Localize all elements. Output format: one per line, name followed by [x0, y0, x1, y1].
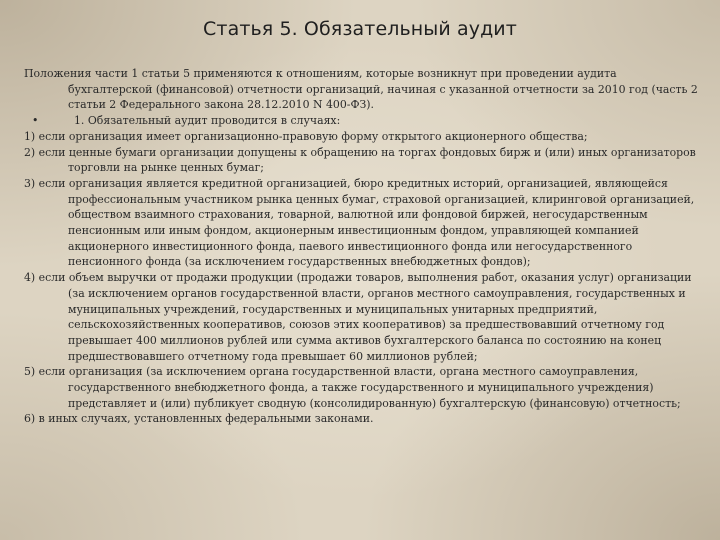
list-item-6: 6) в иных случаях, установленных федеральными законами.: [24, 412, 374, 426]
bullet-text: 1. Обязательный аудит проводится в случаях:: [74, 114, 341, 128]
list-item-1: 1) если организация имеет организационно-правовую форму открытого акционерного общества;: [24, 129, 588, 143]
bullet-line: [22, 113, 702, 129]
list-item-3: 3) если организация является кредитной организацией, бюро кредитных историй, организацией, являющейся профессиональным участником рынка ценных бумаг, страховой организацией, клиринговой организацией, обществом взаимного страхования, товарной, валютной или фондовой биржей, негосударственным пенсионным или иным фондом, акционерным инвестиционным фондом, управляющей компанией акционерного инвестиционного фонда, паевого инвестиционного фонда или негосударственного пенсионного фонда (за исключением государственных внебюджетных фондов);: [24, 176, 695, 269]
intro-paragraph: Положения части 1 статьи 5 применяются к отношениям, которые возникнут при проведении аудита бухгалтерской (финансовой) отчетности организаций, начиная с указанной отчетности за 2010 год (часть 2 статьи 2 Федерального закона 28.12.2010 N 400-ФЗ).: [24, 67, 698, 112]
list-item-2: 2) если ценные бумаги организации допущены к обращению на торгах фондовых бирж и (или) иных организаторов торговли на рынке ценных бумаг;: [24, 145, 696, 175]
list-item-5: 5) если организация (за исключением органа государственной власти, органа местного самоуправления, государственного внебюджетного фонда, а также государственного и муниципального учреждения) представляет и (или) публикует сводную (консолидированную) бухгалтерскую (финансовую) отчетность;: [24, 365, 681, 410]
slide-body: [22, 66, 702, 427]
slide-title: Статья 5. Обязательный аудит: [203, 18, 517, 40]
bullet-icon: •: [32, 114, 39, 128]
list-item-4: 4) если объем выручки от продажи продукции (продажи товаров, выполнения работ, оказания услуг) организации (за исключением органов государственной власти, органов местного самоуправления, государственных и муниципальных учреждений, государственных и муниципальных унитарных предприятий, сельскохозяйственных кооперативов, союзов этих кооперативов) за предшествовавший отчетному год превышает 400 миллионов рублей или сумма активов бухгалтерского баланса по состоянию на конец предшествовавшего отчетному года превышает 60 миллионов рублей;: [24, 271, 692, 363]
